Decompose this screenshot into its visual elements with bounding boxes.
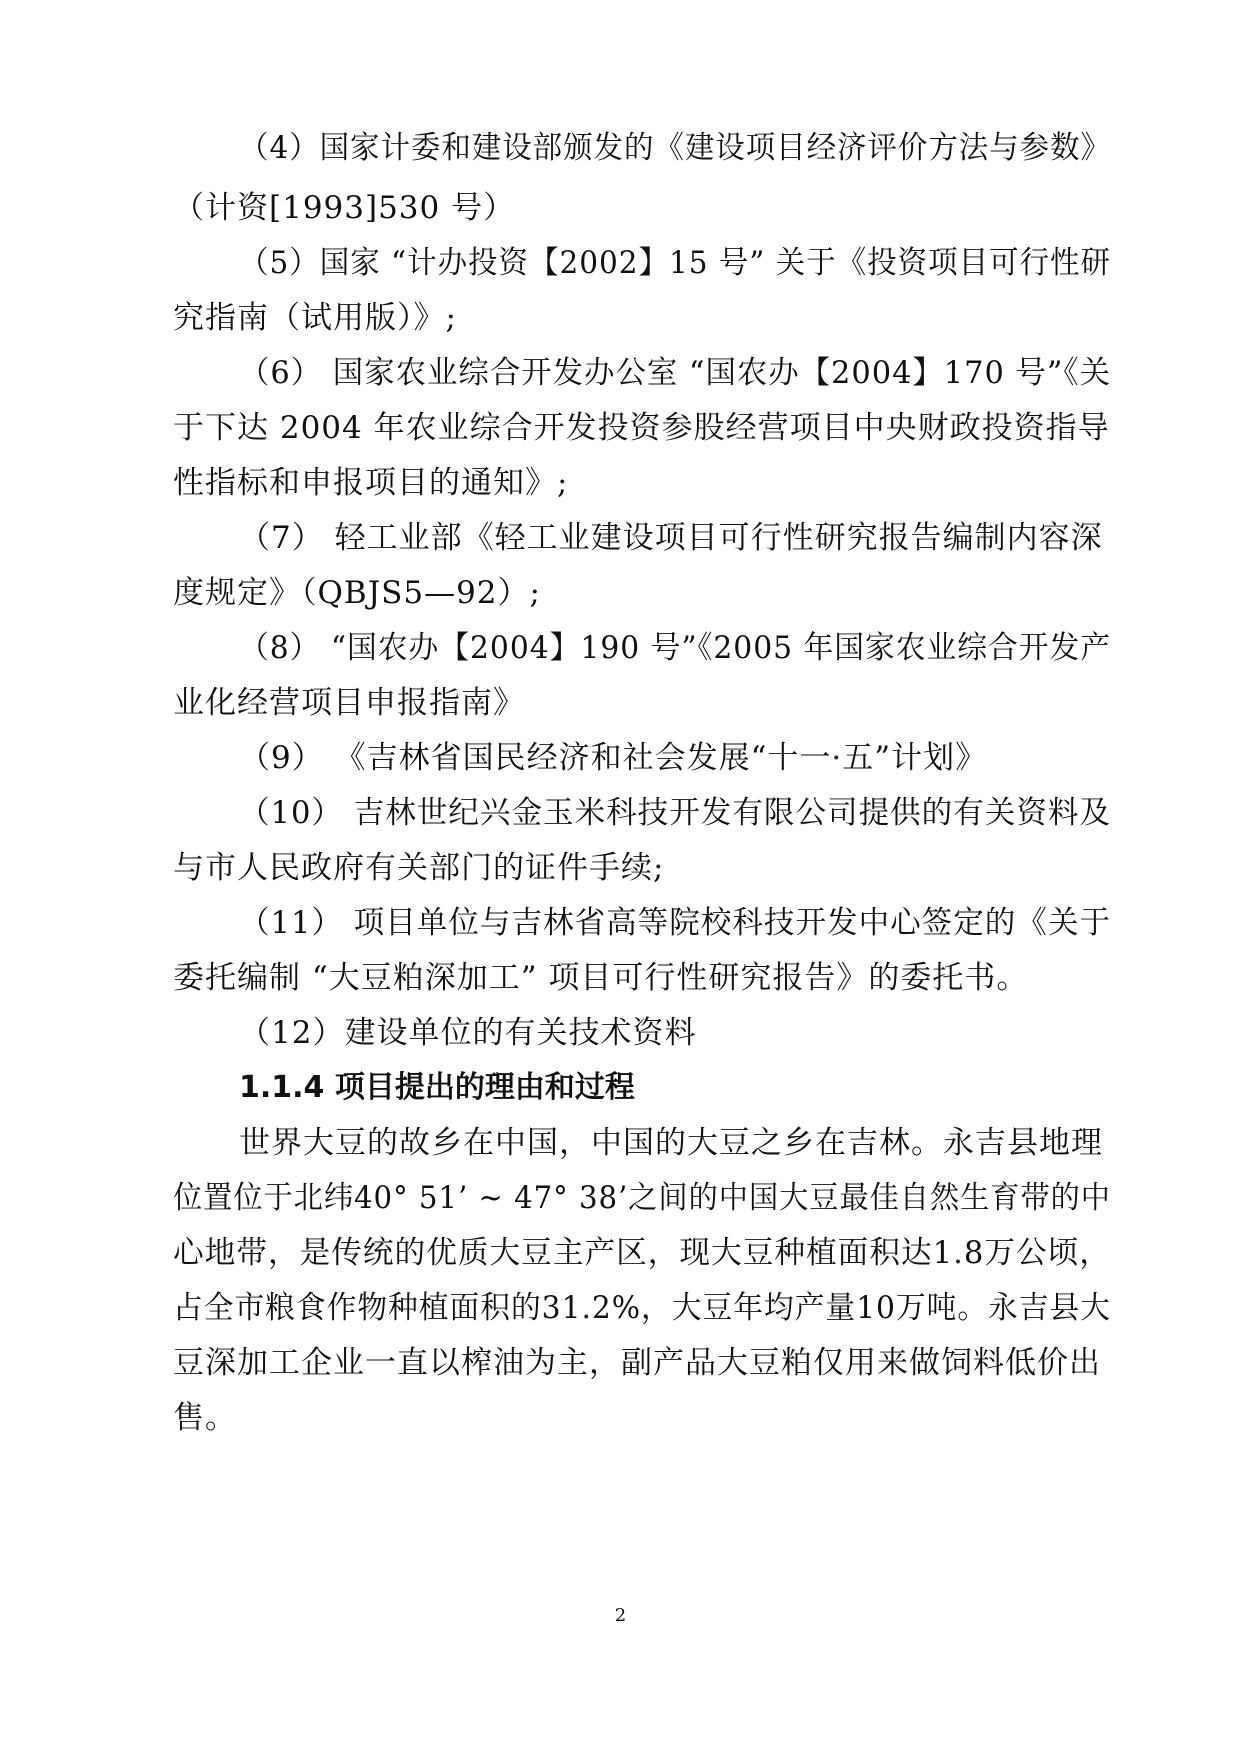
body-paragraph-line: 售。 — [173, 1400, 237, 1436]
reference-item-11-cont: 委托编制 “大豆粕深加工” 项目可行性研究报告》的委托书。 — [173, 960, 1029, 996]
reference-item-4: （4）国家计委和建设部颁发的《建设项目经济评价方法与参数》 — [239, 130, 1111, 166]
body-paragraph-line: 世界大豆的故乡在中国，中国的大豆之乡在吉林。永吉县地理 — [239, 1125, 1103, 1161]
page-number: 2 — [614, 1605, 627, 1626]
body-paragraph-line: 心地带，是传统的优质大豆主产区，现大豆种植面积达1.8万公顷， — [173, 1235, 1111, 1271]
reference-item-12: （12）建设单位的有关技术资料 — [239, 1015, 697, 1051]
body-paragraph-line: 豆深加工企业一直以榨油为主，副产品大豆粕仅用来做饲料低价出 — [173, 1345, 1101, 1381]
reference-item-8: （8） “国农办【2004】190 号”《2005 年国家农业综合开发产 — [239, 630, 1111, 666]
reference-item-5-cont: 究指南（试用版）》; — [173, 300, 457, 336]
reference-item-6-cont2: 性指标和申报项目的通知》; — [173, 465, 569, 501]
reference-item-9: （9） 《吉林省国民经济和社会发展“十一·五”计划》 — [239, 740, 988, 776]
reference-item-7: （7） 轻工业部《轻工业建设项目可行性研究报告编制内容深 — [239, 520, 1103, 556]
reference-item-6: （6） 国家农业综合开发办公室 “国农办【2004】170 号”《关 — [239, 355, 1112, 391]
reference-item-11: （11） 项目单位与吉林省高等院校科技开发中心签定的《关于 — [239, 905, 1112, 941]
body-paragraph-line: 占全市粮食作物种植面积的31.2%，大豆年均产量10万吨。永吉县大 — [173, 1290, 1111, 1326]
reference-item-8-cont: 业化经营项目申报指南》 — [173, 685, 525, 721]
reference-item-7-cont: 度规定》（QBJS5—92）; — [173, 575, 541, 611]
reference-item-10: （10） 吉林世纪兴金玉米科技开发有限公司提供的有关资料及 — [239, 795, 1112, 831]
reference-item-5: （5）国家 “计办投资【2002】15 号” 关于《投资项目可行性研 — [239, 245, 1112, 281]
section-heading: 1.1.4 项目提出的理由和过程 — [239, 1070, 635, 1105]
reference-item-6-cont: 于下达 2004 年农业综合开发投资参股经营项目中央财政投资指导 — [173, 410, 1110, 446]
reference-item-4-cont: （计资[1993]530 号） — [173, 190, 516, 226]
reference-item-10-cont: 与市人民政府有关部门的证件手续; — [173, 850, 665, 886]
body-paragraph-line: 位置位于北纬40° 51’ ~ 47° 38’之间的中国大豆最佳自然生育带的中 — [173, 1180, 1111, 1216]
